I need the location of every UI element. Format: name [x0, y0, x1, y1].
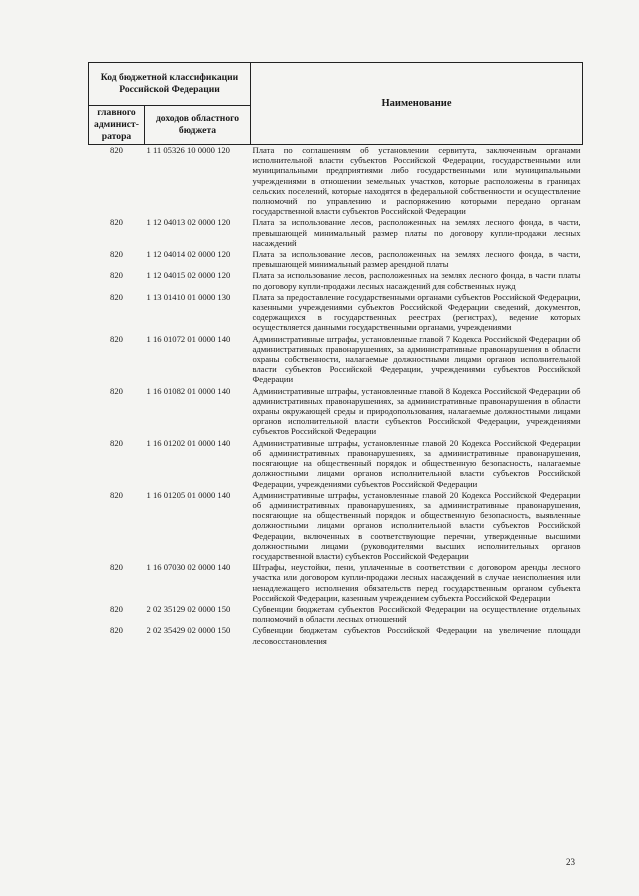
name-cell: Штрафы, неустойки, пени, уплаченные в соответствии с договором аренды лесного участка или договором купли-продажи лесных насаждений в случае неисполнения или ненадлежащего исполнения обязательств перед государственным органом субъекта Российской Федерации, казенным учреждением субъекта Российской Федерации	[252, 562, 581, 603]
income-code-cell: 1 12 04013 02 0000 120	[146, 217, 231, 228]
admin-code-cell: 820	[110, 270, 123, 281]
table-row	[89, 217, 583, 249]
budget-code-group-header: Код бюджетной классификации Российской Федерации	[89, 63, 251, 106]
admin-code-cell: 820	[110, 603, 123, 614]
income-code-cell: 2 02 35129 02 0000 150	[146, 603, 231, 614]
name-column-header: Наименование	[251, 63, 583, 145]
admin-code-cell: 820	[110, 437, 123, 448]
income-code-cell: 1 16 01072 01 0000 140	[146, 333, 231, 344]
name-cell: Административные штрафы, установленные главой 20 Кодекса Российской Федерации об административных правонарушениях, за административные правонарушения, посягающие на общественный порядок и общественную безопасность, выявленные должностными лицами органов исполнительной власти субъектов Российской Федерации, включенных в соответствующие перечни, утвержденные высшими должностными лицами (руководителями высших исполнительных органов государственной власти) субъектов Российской Федерации	[252, 489, 581, 561]
admin-code-cell: 820	[110, 217, 123, 228]
income-code-cell: 1 16 01205 01 0000 140	[146, 489, 231, 500]
admin-column-header: главного админист-ратора	[89, 106, 145, 145]
name-cell: Плата за использование лесов, расположенных на землях лесного фонда, в части, превышающей минимальный размер платы по договору купли-продажи лесных насаждений	[252, 217, 581, 248]
admin-code-cell: 820	[110, 625, 123, 636]
income-code-cell: 2 02 35429 02 0000 150	[146, 625, 231, 636]
name-cell: Субвенции бюджетам субъектов Российской Федерации на увеличение площади лесовосстановления	[252, 625, 581, 646]
name-cell: Плата за предоставление государственными органами субъектов Российской Федерации, казенными учреждениями субъектов Российской Федерации сведений, документов, содержащихся в государственных реестрах (регистрах), ведение которых осуществляется данными государственными органами, учреждениями	[252, 291, 581, 333]
table-row	[89, 145, 583, 218]
budget-classification-table	[88, 62, 583, 647]
admin-code-cell: 820	[110, 385, 123, 396]
income-code-cell: 1 16 01082 01 0000 140	[146, 385, 231, 396]
income-code-cell: 1 11 05326 10 0000 120	[146, 145, 230, 155]
table-row	[89, 625, 583, 646]
admin-code-cell: 820	[110, 562, 123, 573]
table-row	[89, 292, 583, 334]
table-body	[89, 145, 583, 647]
name-cell: Плата за использование лесов, расположенных на землях лесного фонда, в части, превышающей минимальный размер арендной платы	[252, 249, 581, 270]
admin-code-cell: 820	[110, 145, 123, 155]
table-row	[89, 562, 583, 604]
income-code-cell: 1 13 01410 01 0000 130	[146, 291, 231, 302]
name-cell: Плата по соглашениям об установлении сервитута, заключенным органами исполнительной власти субъектов Российской Федерации, государственными или муниципальными предприятиями либо государственными или муниципальными учреждениями в отношении земельных участков, которые расположены в границах сельских поселений, которые находятся в федеральной собственности и осуществление полномочий по управлению и распоряжению которыми передано органам государственной власти субъектов Российской Федерации	[252, 145, 581, 217]
table-row	[89, 438, 583, 490]
table-row	[89, 604, 583, 625]
table-row	[89, 249, 583, 270]
name-cell: Административные штрафы, установленные главой 7 Кодекса Российской Федерации об административных правонарушениях, за административные правонарушения в области охраны собственности, налагаемые должностными лицами органов исполнительной власти субъектов Российской Федерации, учреждениями субъектов Российской Федерации	[252, 333, 581, 385]
admin-code-cell: 820	[110, 489, 123, 500]
name-cell: Плата за использование лесов, расположенных на землях лесного фонда, в части платы по договору купли-продажи лесных насаждений для собственных нужд	[252, 270, 581, 291]
name-cell: Административные штрафы, установленные главой 20 Кодекса Российской Федерации об административных правонарушениях, за административные правонарушения, посягающие на общественный порядок и общественную безопасность, налагаемые должностными лицами органов исполнительной власти субъектов Российской Федерации, учреждениями субъектов Российской Федерации	[252, 437, 581, 489]
table-header-row	[89, 63, 583, 106]
income-column-header: доходов областного бюджета	[145, 106, 251, 145]
name-cell: Административные штрафы, установленные главой 8 Кодекса Российской Федерации об административных правонарушениях, за административные правонарушения в области охраны окружающей среды и природопользования, налагаемые должностными лицами органов исполнительной власти субъектов Российской Федерации, учреждениями субъектов Российской Федерации	[252, 385, 581, 437]
table-row	[89, 334, 583, 386]
admin-code-cell: 820	[110, 333, 123, 344]
admin-code-cell: 820	[110, 249, 123, 260]
admin-code-cell: 820	[110, 291, 123, 302]
page-number: 23	[566, 857, 575, 867]
name-cell: Субвенции бюджетам субъектов Российской Федерации на осуществление отдельных полномочий в области лесных отношений	[252, 603, 581, 625]
income-code-cell: 1 16 07030 02 0000 140	[146, 562, 231, 573]
income-code-cell: 1 16 01202 01 0000 140	[146, 437, 231, 448]
income-code-cell: 1 12 04015 02 0000 120	[146, 270, 231, 281]
income-code-cell: 1 12 04014 02 0000 120	[146, 249, 231, 260]
table-row	[89, 490, 583, 562]
table-row	[89, 270, 583, 291]
table-row	[89, 386, 583, 438]
